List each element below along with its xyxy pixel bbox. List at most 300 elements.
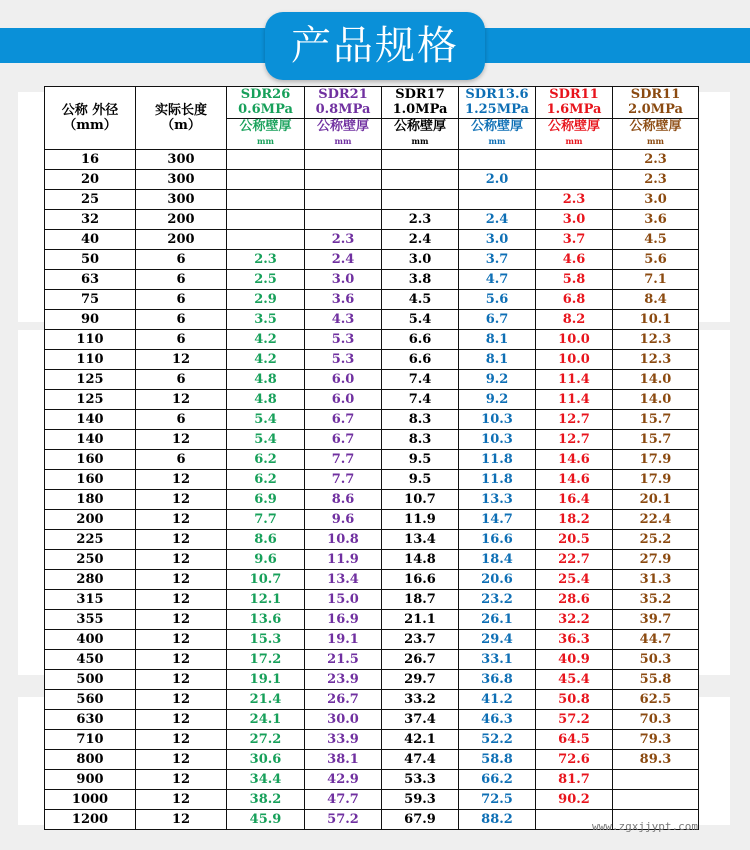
wall-thickness-label: 公称壁厚 — [547, 118, 600, 134]
cell-wall-thickness: 26.1 — [459, 610, 536, 630]
table-row — [45, 710, 699, 730]
cell-wall-thickness: 33.1 — [459, 650, 536, 670]
cell-wall-thickness: 52.2 — [459, 730, 536, 750]
cell-wall-thickness: 9.6 — [305, 510, 382, 530]
cell-wall-thickness: 10.8 — [305, 530, 382, 550]
cell-wall-thickness: 72.5 — [459, 790, 536, 810]
table-row — [45, 170, 699, 190]
cell-wall-thickness: 10.7 — [382, 490, 459, 510]
cell-wall-thickness: 11.8 — [459, 450, 536, 470]
cell-wall-thickness — [305, 210, 382, 230]
header-wall-thickness — [382, 118, 459, 150]
wall-thickness-unit: mm — [257, 135, 274, 146]
cell-wall-thickness: 19.1 — [305, 630, 382, 650]
table-row — [45, 610, 699, 630]
cell-wall-thickness: 89.3 — [613, 750, 699, 770]
sdr-name: SDR13.6 — [465, 87, 529, 103]
table-row — [45, 770, 699, 790]
cell-nominal-diameter: 20 — [45, 170, 136, 190]
table-row — [45, 270, 699, 290]
header-sdr-class — [227, 87, 305, 119]
cell-nominal-diameter: 280 — [45, 570, 136, 590]
cell-wall-thickness — [227, 170, 305, 190]
cell-wall-thickness: 11.9 — [382, 510, 459, 530]
cell-wall-thickness — [459, 190, 536, 210]
cell-wall-thickness: 21.5 — [305, 650, 382, 670]
cell-actual-length: 200 — [136, 230, 227, 250]
cell-wall-thickness: 8.6 — [227, 530, 305, 550]
cell-wall-thickness: 2.4 — [459, 210, 536, 230]
cell-actual-length: 12 — [136, 610, 227, 630]
cell-wall-thickness: 27.2 — [227, 730, 305, 750]
cell-wall-thickness: 90.2 — [536, 790, 613, 810]
cell-wall-thickness: 4.7 — [459, 270, 536, 290]
cell-nominal-diameter: 500 — [45, 670, 136, 690]
cell-wall-thickness: 14.0 — [613, 390, 699, 410]
cell-actual-length: 6 — [136, 270, 227, 290]
cell-actual-length: 12 — [136, 770, 227, 790]
table-row — [45, 490, 699, 510]
cell-wall-thickness: 15.3 — [227, 630, 305, 650]
header-actual-length — [136, 87, 227, 150]
cell-wall-thickness: 30.6 — [227, 750, 305, 770]
table-row — [45, 730, 699, 750]
cell-wall-thickness: 21.4 — [227, 690, 305, 710]
cell-nominal-diameter: 140 — [45, 430, 136, 450]
cell-nominal-diameter: 355 — [45, 610, 136, 630]
cell-wall-thickness: 4.3 — [305, 310, 382, 330]
cell-wall-thickness: 47.7 — [305, 790, 382, 810]
cell-wall-thickness: 3.0 — [382, 250, 459, 270]
wall-thickness-label: 公称壁厚 — [239, 118, 292, 134]
cell-nominal-diameter: 90 — [45, 310, 136, 330]
cell-wall-thickness: 6.8 — [536, 290, 613, 310]
cell-wall-thickness: 4.5 — [382, 290, 459, 310]
cell-actual-length: 12 — [136, 810, 227, 830]
cell-wall-thickness: 2.9 — [227, 290, 305, 310]
cell-wall-thickness: 23.2 — [459, 590, 536, 610]
header-sdr-class — [459, 87, 536, 119]
cell-wall-thickness: 22.4 — [613, 510, 699, 530]
cell-wall-thickness: 28.6 — [536, 590, 613, 610]
table-row — [45, 370, 699, 390]
cell-wall-thickness: 4.2 — [227, 350, 305, 370]
cell-wall-thickness — [382, 170, 459, 190]
cell-wall-thickness: 46.3 — [459, 710, 536, 730]
cell-wall-thickness: 15.7 — [613, 430, 699, 450]
cell-wall-thickness: 12.1 — [227, 590, 305, 610]
cell-wall-thickness: 24.1 — [227, 710, 305, 730]
cell-wall-thickness: 55.8 — [613, 670, 699, 690]
table-row — [45, 210, 699, 230]
header-wall-thickness — [536, 118, 613, 150]
cell-wall-thickness: 23.7 — [382, 630, 459, 650]
cell-wall-thickness: 23.9 — [305, 670, 382, 690]
cell-wall-thickness: 6.7 — [459, 310, 536, 330]
cell-wall-thickness: 12.3 — [613, 350, 699, 370]
table-row — [45, 450, 699, 470]
cell-wall-thickness — [613, 790, 699, 810]
cell-actual-length: 300 — [136, 150, 227, 170]
cell-wall-thickness: 7.1 — [613, 270, 699, 290]
cell-wall-thickness — [227, 190, 305, 210]
header-row-pressure — [45, 87, 699, 119]
cell-wall-thickness: 8.1 — [459, 350, 536, 370]
cell-wall-thickness: 14.6 — [536, 450, 613, 470]
cell-wall-thickness: 8.3 — [382, 430, 459, 450]
table-row — [45, 330, 699, 350]
cell-wall-thickness: 10.0 — [536, 350, 613, 370]
cell-wall-thickness: 70.3 — [613, 710, 699, 730]
cell-wall-thickness: 20.5 — [536, 530, 613, 550]
cell-wall-thickness — [305, 170, 382, 190]
cell-wall-thickness: 88.2 — [459, 810, 536, 830]
cell-wall-thickness: 11.4 — [536, 390, 613, 410]
cell-nominal-diameter: 800 — [45, 750, 136, 770]
cell-nominal-diameter: 200 — [45, 510, 136, 530]
cell-wall-thickness: 14.7 — [459, 510, 536, 530]
table-row — [45, 790, 699, 810]
cell-wall-thickness: 14.0 — [613, 370, 699, 390]
cell-actual-length: 12 — [136, 590, 227, 610]
cell-wall-thickness: 25.2 — [613, 530, 699, 550]
cell-wall-thickness: 5.4 — [227, 410, 305, 430]
cell-wall-thickness: 4.8 — [227, 370, 305, 390]
cell-wall-thickness: 17.9 — [613, 450, 699, 470]
cell-wall-thickness: 3.7 — [459, 250, 536, 270]
watermark: www.zgxjjypt.com — [592, 820, 698, 833]
header-actual-length-label: 实际长度 — [154, 103, 207, 118]
cell-wall-thickness: 3.5 — [227, 310, 305, 330]
cell-wall-thickness: 33.9 — [305, 730, 382, 750]
cell-wall-thickness: 29.4 — [459, 630, 536, 650]
cell-wall-thickness — [613, 770, 699, 790]
cell-wall-thickness: 13.3 — [459, 490, 536, 510]
cell-wall-thickness: 16.4 — [536, 490, 613, 510]
cell-wall-thickness: 20.6 — [459, 570, 536, 590]
cell-wall-thickness: 6.0 — [305, 390, 382, 410]
cell-nominal-diameter: 63 — [45, 270, 136, 290]
cell-nominal-diameter: 110 — [45, 330, 136, 350]
cell-nominal-diameter: 50 — [45, 250, 136, 270]
header-sdr-class — [613, 87, 699, 119]
cell-actual-length: 12 — [136, 670, 227, 690]
header-nominal-diameter-unit: （mm） — [63, 118, 117, 133]
cell-wall-thickness: 13.4 — [382, 530, 459, 550]
cell-wall-thickness: 50.3 — [613, 650, 699, 670]
cell-actual-length: 12 — [136, 550, 227, 570]
header-wall-thickness — [613, 118, 699, 150]
cell-actual-length: 6 — [136, 250, 227, 270]
cell-wall-thickness: 67.9 — [382, 810, 459, 830]
cell-nominal-diameter: 75 — [45, 290, 136, 310]
cell-wall-thickness: 35.2 — [613, 590, 699, 610]
cell-nominal-diameter: 1000 — [45, 790, 136, 810]
cell-wall-thickness: 3.0 — [459, 230, 536, 250]
cell-wall-thickness: 19.1 — [227, 670, 305, 690]
wall-thickness-unit: mm — [647, 135, 664, 146]
cell-nominal-diameter: 180 — [45, 490, 136, 510]
cell-wall-thickness: 6.2 — [227, 450, 305, 470]
sdr-pressure: 1.25MPa — [465, 102, 529, 118]
cell-wall-thickness: 2.3 — [227, 250, 305, 270]
cell-nominal-diameter: 630 — [45, 710, 136, 730]
cell-wall-thickness — [536, 170, 613, 190]
sdr-pressure: 2.0MPa — [628, 102, 683, 118]
header-actual-length-unit: （m） — [161, 118, 201, 133]
wall-thickness-unit: mm — [334, 135, 352, 146]
cell-nominal-diameter: 125 — [45, 370, 136, 390]
cell-wall-thickness: 11.9 — [305, 550, 382, 570]
sdr-name: SDR11 — [630, 87, 681, 103]
wall-thickness-label: 公称壁厚 — [629, 118, 682, 134]
cell-wall-thickness: 7.4 — [382, 390, 459, 410]
sdr-name: SDR26 — [240, 87, 291, 103]
table-row — [45, 670, 699, 690]
cell-wall-thickness: 59.3 — [382, 790, 459, 810]
cell-nominal-diameter: 1200 — [45, 810, 136, 830]
cell-actual-length: 12 — [136, 530, 227, 550]
cell-wall-thickness: 7.7 — [305, 450, 382, 470]
cell-wall-thickness: 2.3 — [305, 230, 382, 250]
cell-actual-length: 6 — [136, 290, 227, 310]
cell-wall-thickness: 41.2 — [459, 690, 536, 710]
cell-actual-length: 6 — [136, 450, 227, 470]
cell-wall-thickness: 31.3 — [613, 570, 699, 590]
cell-wall-thickness: 3.6 — [305, 290, 382, 310]
cell-wall-thickness: 38.1 — [305, 750, 382, 770]
cell-wall-thickness: 6.9 — [227, 490, 305, 510]
cell-wall-thickness: 45.9 — [227, 810, 305, 830]
cell-wall-thickness — [305, 150, 382, 170]
cell-wall-thickness: 10.3 — [459, 430, 536, 450]
cell-actual-length: 300 — [136, 190, 227, 210]
wall-thickness-unit: mm — [488, 135, 506, 146]
cell-actual-length: 12 — [136, 650, 227, 670]
cell-actual-length: 6 — [136, 370, 227, 390]
cell-wall-thickness: 29.7 — [382, 670, 459, 690]
cell-wall-thickness: 5.3 — [305, 350, 382, 370]
cell-wall-thickness — [382, 190, 459, 210]
header-sdr-class — [305, 87, 382, 119]
cell-nominal-diameter: 400 — [45, 630, 136, 650]
cell-actual-length: 300 — [136, 170, 227, 190]
cell-wall-thickness: 2.4 — [305, 250, 382, 270]
cell-wall-thickness: 3.8 — [382, 270, 459, 290]
header-nominal-diameter — [45, 87, 136, 150]
cell-wall-thickness: 3.0 — [305, 270, 382, 290]
cell-wall-thickness: 79.3 — [613, 730, 699, 750]
table-row — [45, 250, 699, 270]
cell-wall-thickness: 12.7 — [536, 410, 613, 430]
cell-wall-thickness: 15.7 — [613, 410, 699, 430]
cell-wall-thickness: 18.7 — [382, 590, 459, 610]
cell-actual-length: 12 — [136, 630, 227, 650]
cell-nominal-diameter: 710 — [45, 730, 136, 750]
table-row — [45, 630, 699, 650]
table-row — [45, 530, 699, 550]
cell-wall-thickness: 7.7 — [227, 510, 305, 530]
cell-wall-thickness: 9.5 — [382, 470, 459, 490]
cell-actual-length: 12 — [136, 390, 227, 410]
cell-wall-thickness: 6.7 — [305, 410, 382, 430]
sdr-pressure: 1.0MPa — [392, 102, 448, 118]
cell-nominal-diameter: 110 — [45, 350, 136, 370]
table-row — [45, 470, 699, 490]
cell-wall-thickness — [536, 150, 613, 170]
header-wall-thickness — [305, 118, 382, 150]
sdr-name: SDR17 — [395, 87, 445, 103]
wall-thickness-unit: mm — [565, 135, 583, 146]
cell-wall-thickness: 39.7 — [613, 610, 699, 630]
cell-wall-thickness: 13.6 — [227, 610, 305, 630]
table-row — [45, 410, 699, 430]
cell-wall-thickness: 26.7 — [305, 690, 382, 710]
table-row — [45, 150, 699, 170]
cell-actual-length: 12 — [136, 350, 227, 370]
cell-wall-thickness: 11.4 — [536, 370, 613, 390]
table-row — [45, 230, 699, 250]
cell-wall-thickness: 5.6 — [613, 250, 699, 270]
cell-wall-thickness: 22.7 — [536, 550, 613, 570]
sdr-name: SDR11 — [549, 87, 599, 103]
cell-wall-thickness: 2.3 — [536, 190, 613, 210]
cell-wall-thickness: 10.1 — [613, 310, 699, 330]
cell-wall-thickness: 45.4 — [536, 670, 613, 690]
cell-wall-thickness: 5.8 — [536, 270, 613, 290]
cell-wall-thickness: 17.9 — [613, 470, 699, 490]
cell-nominal-diameter: 250 — [45, 550, 136, 570]
header-nominal-diameter-label: 公称 外径 — [61, 103, 119, 118]
cell-wall-thickness: 15.0 — [305, 590, 382, 610]
cell-wall-thickness: 4.2 — [227, 330, 305, 350]
cell-wall-thickness: 18.2 — [536, 510, 613, 530]
header-wall-thickness — [227, 118, 305, 150]
cell-nominal-diameter: 16 — [45, 150, 136, 170]
cell-wall-thickness: 4.6 — [536, 250, 613, 270]
cell-wall-thickness — [227, 210, 305, 230]
cell-wall-thickness: 16.6 — [382, 570, 459, 590]
cell-wall-thickness: 50.8 — [536, 690, 613, 710]
cell-wall-thickness: 20.1 — [613, 490, 699, 510]
cell-wall-thickness — [382, 150, 459, 170]
sdr-pressure: 1.6MPa — [546, 102, 602, 118]
cell-wall-thickness: 17.2 — [227, 650, 305, 670]
cell-wall-thickness: 57.2 — [305, 810, 382, 830]
table-row — [45, 590, 699, 610]
cell-actual-length: 12 — [136, 470, 227, 490]
cell-wall-thickness: 5.4 — [227, 430, 305, 450]
cell-wall-thickness: 26.7 — [382, 650, 459, 670]
cell-wall-thickness: 21.1 — [382, 610, 459, 630]
cell-nominal-diameter: 160 — [45, 450, 136, 470]
table-row — [45, 290, 699, 310]
cell-wall-thickness: 2.4 — [382, 230, 459, 250]
cell-wall-thickness: 44.7 — [613, 630, 699, 650]
table-row — [45, 690, 699, 710]
cell-wall-thickness: 36.3 — [536, 630, 613, 650]
cell-wall-thickness — [305, 190, 382, 210]
cell-actual-length: 12 — [136, 710, 227, 730]
cell-wall-thickness: 3.0 — [613, 190, 699, 210]
cell-wall-thickness: 62.5 — [613, 690, 699, 710]
cell-wall-thickness: 64.5 — [536, 730, 613, 750]
cell-actual-length: 200 — [136, 210, 227, 230]
wall-thickness-unit: mm — [411, 135, 429, 146]
cell-wall-thickness: 5.4 — [382, 310, 459, 330]
cell-wall-thickness — [227, 150, 305, 170]
table-row — [45, 430, 699, 450]
cell-wall-thickness: 58.8 — [459, 750, 536, 770]
cell-wall-thickness: 8.6 — [305, 490, 382, 510]
cell-wall-thickness: 18.4 — [459, 550, 536, 570]
cell-wall-thickness: 32.2 — [536, 610, 613, 630]
cell-wall-thickness: 3.6 — [613, 210, 699, 230]
cell-wall-thickness: 2.0 — [459, 170, 536, 190]
cell-actual-length: 12 — [136, 730, 227, 750]
cell-nominal-diameter: 900 — [45, 770, 136, 790]
cell-nominal-diameter: 125 — [45, 390, 136, 410]
cell-wall-thickness: 16.9 — [305, 610, 382, 630]
cell-actual-length: 6 — [136, 310, 227, 330]
table-row — [45, 350, 699, 370]
cell-wall-thickness: 11.8 — [459, 470, 536, 490]
cell-wall-thickness: 8.1 — [459, 330, 536, 350]
cell-wall-thickness: 72.6 — [536, 750, 613, 770]
cell-nominal-diameter: 450 — [45, 650, 136, 670]
page-title: 产品规格 — [265, 12, 485, 80]
cell-wall-thickness: 10.3 — [459, 410, 536, 430]
cell-wall-thickness: 53.3 — [382, 770, 459, 790]
table-row — [45, 570, 699, 590]
cell-nominal-diameter: 140 — [45, 410, 136, 430]
cell-wall-thickness: 6.6 — [382, 350, 459, 370]
wall-thickness-label: 公称壁厚 — [393, 118, 446, 134]
cell-nominal-diameter: 315 — [45, 590, 136, 610]
cell-wall-thickness: 3.0 — [536, 210, 613, 230]
cell-wall-thickness: 5.6 — [459, 290, 536, 310]
cell-actual-length: 12 — [136, 430, 227, 450]
cell-nominal-diameter: 560 — [45, 690, 136, 710]
cell-wall-thickness: 42.9 — [305, 770, 382, 790]
cell-wall-thickness: 34.4 — [227, 770, 305, 790]
cell-nominal-diameter: 225 — [45, 530, 136, 550]
cell-wall-thickness: 5.3 — [305, 330, 382, 350]
cell-wall-thickness: 8.2 — [536, 310, 613, 330]
cell-actual-length: 12 — [136, 490, 227, 510]
cell-wall-thickness: 12.3 — [613, 330, 699, 350]
cell-wall-thickness: 6.7 — [305, 430, 382, 450]
table-row — [45, 650, 699, 670]
cell-wall-thickness: 7.4 — [382, 370, 459, 390]
cell-wall-thickness: 6.0 — [305, 370, 382, 390]
cell-wall-thickness: 9.6 — [227, 550, 305, 570]
table-row — [45, 190, 699, 210]
cell-nominal-diameter: 160 — [45, 470, 136, 490]
cell-wall-thickness: 16.6 — [459, 530, 536, 550]
cell-wall-thickness: 37.4 — [382, 710, 459, 730]
cell-wall-thickness: 38.2 — [227, 790, 305, 810]
cell-wall-thickness: 8.4 — [613, 290, 699, 310]
cell-wall-thickness: 9.2 — [459, 370, 536, 390]
cell-wall-thickness: 8.3 — [382, 410, 459, 430]
wall-thickness-label: 公称壁厚 — [316, 118, 369, 134]
cell-actual-length: 6 — [136, 410, 227, 430]
header-wall-thickness — [459, 118, 536, 150]
table-row — [45, 510, 699, 530]
table-row — [45, 550, 699, 570]
cell-wall-thickness: 30.0 — [305, 710, 382, 730]
